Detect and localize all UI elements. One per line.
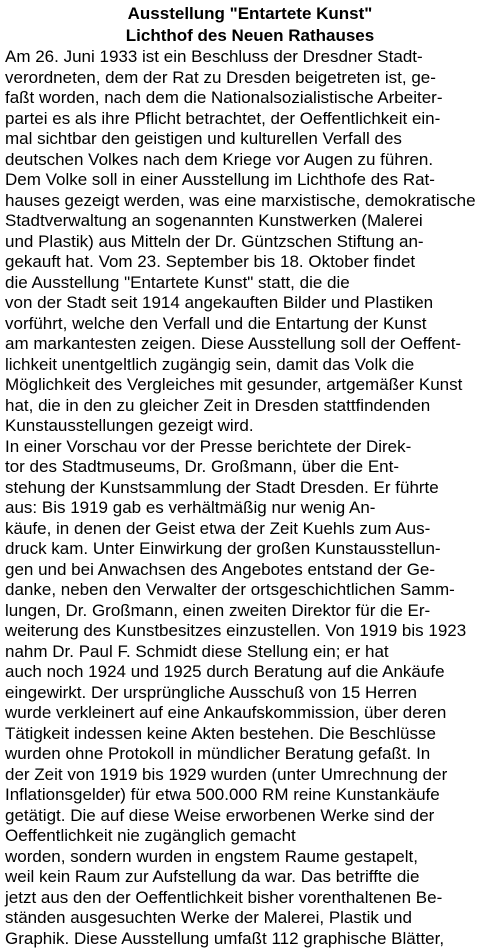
text-line: In einer Vorschau vor der Presse berichtete der Direk- [5,437,497,458]
text-line: getätigt. Die auf diese Weise erworbenen Werke sind der [5,806,497,827]
text-line: am markantesten zeigen. Diese Ausstellung soll der Oeffent- [5,334,497,355]
text-line: stehung der Kunstsammlung der Stadt Dresden. Er führte [5,478,497,499]
text-line: ständen ausgesuchten Werke der Malerei, Plastik und [5,908,497,929]
text-line: Dem Volke soll in einer Ausstellung im Lichthofe des Rat- [5,170,497,191]
text-line: der Zeit von 1919 bis 1929 wurden (unter Umrechnung der [5,765,497,786]
text-line: partei es als ihre Pflicht betrachtet, der Oeffentlichkeit ein- [5,109,497,130]
text-line: käufe, in denen der Geist etwa der Zeit Kuehls zum Aus- [5,519,497,540]
text-line: Möglichkeit des Vergleiches mit gesunder, artgemäßer Kunst [5,375,497,396]
text-line: gen und bei Anwachsen des Angebotes entstand der Ge- [5,560,497,581]
text-line: weiterung des Kunstbesitzes einzustellen. Von 1919 bis 1923 [5,621,497,642]
text-line: verordneten, dem der Rat zu Dresden beigetreten ist, ge- [5,68,497,89]
text-line: vorführt, welche den Verfall und die Entartung der Kunst [5,314,497,335]
document-title: Ausstellung "Entartete Kunst" [0,3,500,24]
text-line: von der Stadt seit 1914 angekauften Bilder und Plastiken [5,293,497,314]
text-line: lichkeit unentgeltlich zugängig sein, damit das Volk die [5,355,497,376]
text-line: weil kein Raum zur Aufstellung da war. Das betriffte die [5,867,497,888]
text-line: Inflationsgelder) für etwa 500.000 RM reine Kunstankäufe [5,785,497,806]
text-line: die Ausstellung "Entartete Kunst" statt, die die [5,273,497,294]
text-line: und Plastik) aus Mitteln der Dr. Güntzschen Stiftung an- [5,232,497,253]
text-line: Oeffentlichkeit nie zugänglich gemacht [5,826,497,847]
text-line: auch noch 1924 und 1925 durch Beratung auf die Ankäufe [5,662,497,683]
text-line: aus: Bis 1919 gab es verhältmäßig nur wenig An- [5,498,497,519]
text-line: faßt worden, nach dem die Nationalsozialistische Arbeiter- [5,88,497,109]
text-line: tor des Stadtmuseums, Dr. Großmann, über die Ent- [5,457,497,478]
text-line: Graphik. Diese Ausstellung umfaßt 112 graphische Blätter, [5,929,497,949]
text-line: nahm Dr. Paul F. Schmidt diese Stellung ein; er hat [5,642,497,663]
text-line: wurden ohne Protokoll in mündlicher Beratung gefaßt. In [5,744,497,765]
text-line: eingewirkt. Der ursprüngliche Ausschuß von 15 Herren [5,683,497,704]
text-line: Tätigkeit indessen keine Akten bestehen. Die Beschlüsse [5,724,497,745]
text-line: druck kam. Unter Einwirkung der großen Kunstausstellun- [5,539,497,560]
text-line: Stadtverwaltung an sogenannten Kunstwerken (Malerei [5,211,497,232]
text-line: wurde verkleinert auf eine Ankaufskommission, über deren [5,703,497,724]
text-line: Kunstausstellungen gezeigt wird. [5,416,497,437]
text-line: mal sichtbar den geistigen und kulturellen Verfall des [5,129,497,150]
text-line: lungen, Dr. Großmann, einen zweiten Direktor für die Er- [5,601,497,622]
text-line: danke, neben den Verwalter der ortsgeschichtlichen Samm- [5,580,497,601]
text-line: hat, die in den zu gleicher Zeit in Dresden stattfindenden [5,396,497,417]
text-line: deutschen Volkes nach dem Kriege vor Augen zu führen. [5,150,497,171]
text-line: worden, sondern wurden in engstem Raume gestapelt, [5,847,497,868]
text-line: jetzt aus den der Oeffentlichkeit bisher vorenthaltenen Be- [5,888,497,909]
text-line: gekauft hat. Vom 23. September bis 18. Oktober findet [5,252,497,273]
document-subtitle: Lichthof des Neuen Rathauses [0,25,500,46]
article-body [5,47,497,949]
text-line: hauses gezeigt werden, was eine marxistische, demokratische [5,191,497,212]
text-line: Am 26. Juni 1933 ist ein Beschluss der Dresdner Stadt- [5,47,497,68]
